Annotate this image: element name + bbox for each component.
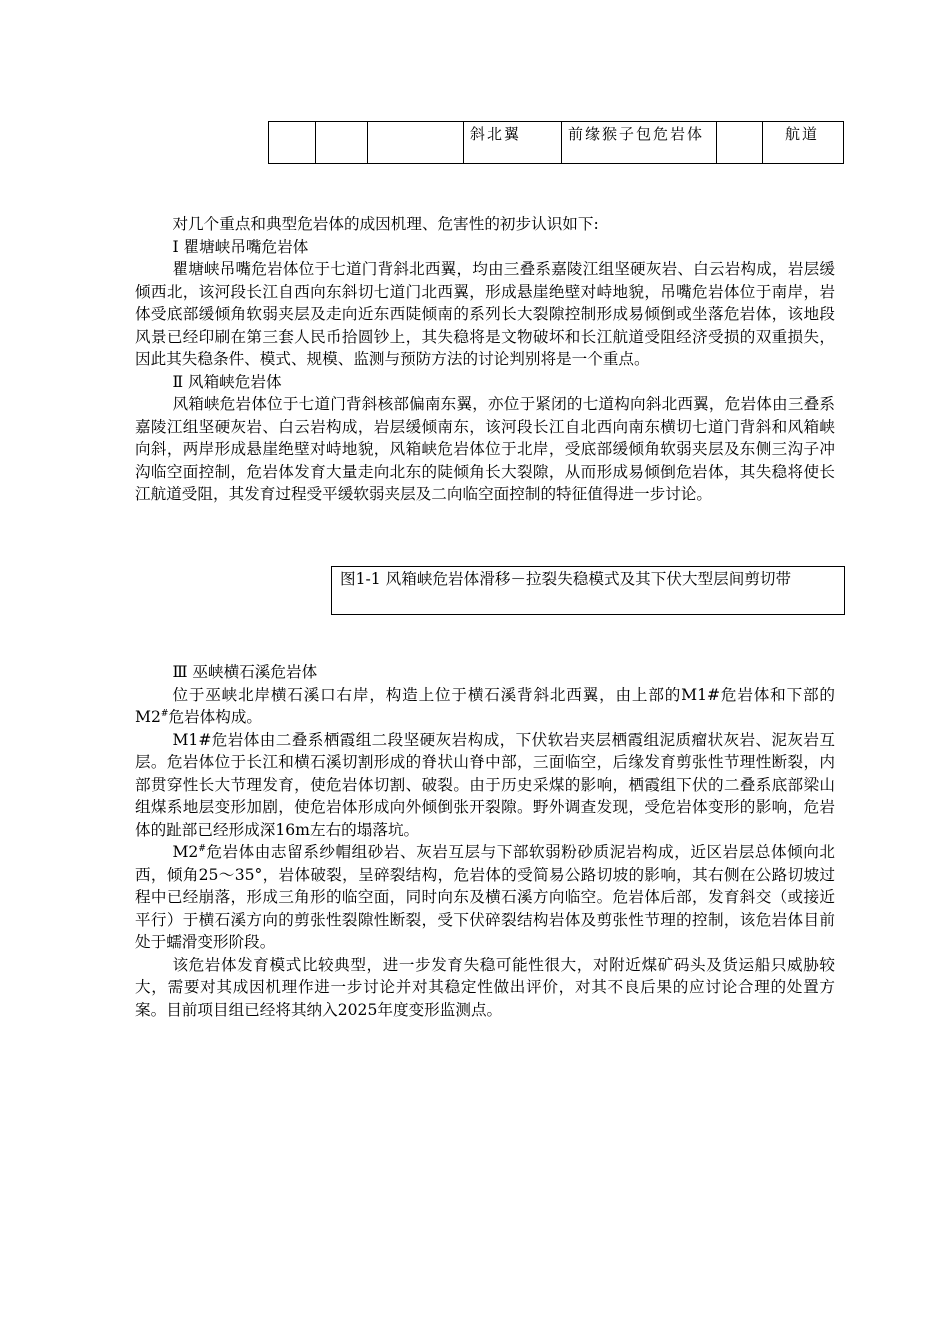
table-cell [316,122,368,164]
heading-fengxiang: Ⅱ 风箱峡危岩体 [172,372,282,391]
intro-paragraph: 对几个重点和典型危岩体的成因机理、危害性的初步认识如下: [172,215,599,233]
table-cell [368,122,464,164]
table-cell [269,122,316,164]
table-cell: 前缘猴子包危岩体 [562,122,717,164]
section-one [135,213,835,506]
paragraph-m1: M1#危岩体由二叠系栖霞组二段坚硬灰岩构成，下伏软岩夹层栖霞组泥质瘤状灰岩、泥灰岩互层。危岩体位于长江和横石溪切割形成的脊状山脊中部，三面临空，后缘发育剪张性节理性断裂，内部贯穿性长大节理发育，使危岩体切割、破裂。由于历史采煤的影响，栖霞组下伏的二叠系底部梁山组煤系地层变形加剧，使危岩体形成向外倾倒张开裂隙。野外调查发现，受危岩体变形的影响，危岩体的趾部已经形成深16m左右的塌落坑。 [135,730,835,839]
text-run: 危岩体由志留系纱帽组砂岩、灰岩互层与下部软弱粉砂质泥岩构成，近区岩层总体倾向北西，倾角25～35°，岩体破裂，呈碎裂结构，危岩体的受简易公路切坡的影响，其右侧在公路切坡过程中已经崩落，形成三角形的临空面，同时向东及横石溪方向临空。危岩体后部，发育斜交（或接近平行）于横石溪方向的剪张性裂隙性断裂，受下伏碎裂结构岩体及剪张性节理的控制，该危岩体目前处于蠕滑变形阶段。 [135,843,835,951]
superscript: # [160,709,169,719]
paragraph-fengxiang: 风箱峡危岩体位于七道门背斜核部偏南东翼，亦位于紧闭的七道构向斜北西翼，危岩体由三叠系嘉陵江组坚硬灰岩、白云岩构成，岩层缓倾南东，该河段长江自北西向南东横切七道门背斜和风箱峡向斜，两岸形成悬崖绝壁对峙地貌，风箱峡危岩体位于北岸，受底部缓倾角软弱夹层及东侧三沟子冲沟临空面控制，危岩体发育大量走向北东的陡倾角长大裂隙，从而形成易倾倒危岩体，其失稳将使长江航道受阻，其发育过程受平缓软弱夹层及二向临空面控制的特征值得进一步讨论。 [135,395,835,503]
table-cell: 航道 [763,122,844,164]
text-run: 危岩体构成。 [168,708,263,726]
heading-qutang: Ⅰ 瞿塘峡吊嘴危岩体 [172,237,309,256]
figure-caption: 图1-1 风箱峡危岩体滑移－拉裂失稳模式及其下伏大型层间剪切带 [331,566,845,615]
paragraph-qutang: 瞿塘峡吊嘴危岩体位于七道门背斜北西翼，均由三叠系嘉陵江组坚硬灰岩、白云岩构成，岩层缓倾西北，该河段长江自西向东斜切七道门北西翼，形成悬崖绝壁对峙地貌，吊嘴危岩体位于南岸，岩体受底部缓倾角软弱夹层及走向近东西陡倾南的系列长大裂隙控制形成易倾倒或坐落危岩体，该地段风景已经印刷在第三套人民币拾圆钞上，其失稳将是文物破坏和长江航道受阻经济受损的双重损失，因此其失稳条件、模式、规模、监测与预防方法的讨论判别将是一个重点。 [135,260,835,368]
hazard-table [268,121,844,164]
paragraph-conclusion: 该危岩体发育模式比较典型，进一步发育失稳可能性很大，对附近煤矿码头及货运船只威胁较大，需要对其成因机理作进一步讨论并对其稳定性做出评价，对其不良后果的应讨论合理的处置方案。目前项目组已经将其纳入2025年度变形监测点。 [135,955,835,1019]
table-row [269,122,844,164]
section-two [135,661,835,1021]
text-run: M2 [172,843,199,861]
text-run: 位于巫峡北岸横石溪口右岸，构造上位于横石溪背斜北西翼，由上部的M1#危岩体和下部的M2 [135,685,835,726]
paragraph-hengshixi-location [135,684,835,729]
paragraph-m2 [135,841,835,954]
heading-hengshixi: Ⅲ 巫峡横石溪危岩体 [172,663,318,681]
table-cell [717,122,763,164]
superscript: # [198,844,206,854]
table-cell: 斜北翼 [464,122,562,164]
